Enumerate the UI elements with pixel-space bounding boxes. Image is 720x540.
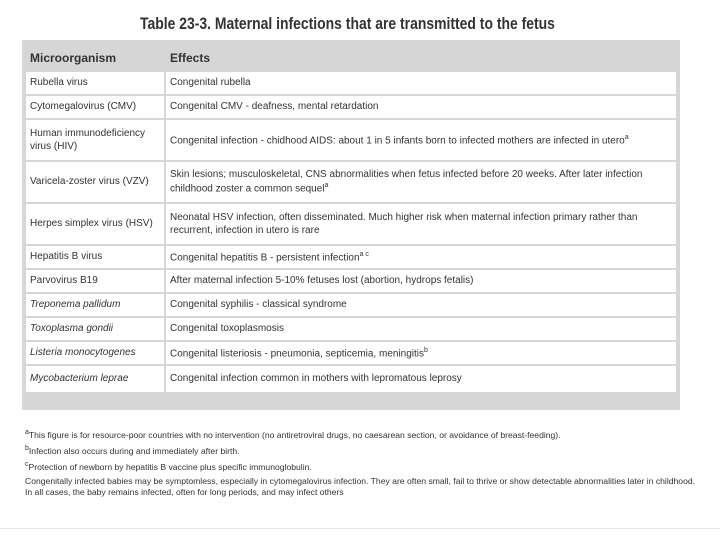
table-row — [26, 72, 676, 94]
effect-cell — [166, 294, 676, 316]
table-row — [26, 342, 676, 364]
effect-text: Congenital toxoplasmosis — [170, 323, 284, 335]
footnote-text: Congenitally infected babies may be symptomless, especially in cytomegalovirus infection. They are often small, fail to thrive or show detectable abnormalities later in childhood. In all cases, the baby remains infected, often for long periods, and may infect others — [25, 476, 696, 498]
microorganism-cell: Varicela-zoster virus (VZV) — [26, 162, 164, 202]
table-row — [26, 318, 676, 340]
microorganism-cell: Parvovirus B19 — [26, 270, 164, 292]
effect-text: Congenital syphilis - classical syndrome — [170, 299, 347, 311]
effect-cell — [166, 342, 676, 364]
footnote-ref: b — [424, 346, 428, 354]
effect-text: Congenital listeriosis - pneumonia, septicemia, meningitis — [170, 347, 425, 359]
microorganism-cell: Human immunodeficiency virus (HIV) — [26, 120, 164, 160]
effect-cell — [166, 366, 676, 392]
effect-cell — [166, 246, 676, 268]
footnote-text: Protection of newborn by hepatitis B vaccine plus specific immunoglobulin. — [28, 461, 312, 472]
microorganism-cell: Rubella virus — [26, 72, 164, 94]
effect-cell — [166, 72, 676, 94]
microorganism-cell: Cytomegalovirus (CMV) — [26, 96, 164, 118]
table-row — [26, 204, 676, 244]
effect-text: Skin lesions; musculoskeletal, CNS abnormalities when fetus infected before 20 weeks. After later infection childhood zoster a common sequel — [170, 168, 643, 195]
header-effects: Effects — [166, 46, 676, 70]
footnote-ref: a c — [359, 250, 369, 258]
effect-cell — [166, 204, 676, 244]
table-row — [26, 366, 676, 392]
microorganism-cell: Listeria monocytogenes — [26, 342, 164, 364]
effect-text: Congenital infection common in mothers with lepromatous leprosy — [170, 373, 462, 385]
effect-cell — [166, 96, 676, 118]
effect-text: Congenital infection - chidhood AIDS: about 1 in 5 infants born to infected mothers are infected in utero — [170, 134, 625, 146]
footnotes — [25, 428, 695, 501]
table-row — [26, 120, 676, 160]
microorganism-cell: Hepatitis B virus — [26, 246, 164, 268]
footnote — [25, 444, 695, 457]
effect-text: Congenital CMV - deafness, mental retardation — [170, 101, 379, 113]
table-title: Table 23-3. Maternal infections that are transmitted to the fetus — [140, 14, 555, 33]
footnote-mark: c — [25, 461, 29, 469]
effect-text: Neonatal HSV infection, often disseminated. Much higher risk when maternal infection primary rather than recurrent, infection in utero is rare — [170, 211, 638, 236]
table-row — [26, 246, 676, 268]
infections-table — [22, 40, 680, 410]
table-header-row — [26, 46, 676, 70]
effect-text: Congenital rubella — [170, 77, 251, 89]
table-row — [26, 270, 676, 292]
bottom-divider — [0, 528, 720, 529]
footnote-ref: a — [324, 182, 329, 190]
footnote — [25, 428, 695, 441]
footnote — [25, 476, 695, 498]
footnote-text: This figure is for resource-poor countries with no intervention (no antiretroviral drugs, no caesarean section, or avoidance of breast-feeding). — [28, 429, 561, 440]
effect-text: Congenital hepatitis B - persistent infection — [170, 251, 360, 263]
effect-text: After maternal infection 5-10% fetuses lost (abortion, hydrops fetalis) — [170, 275, 474, 287]
footnote-text: Infection also occurs during and immediately after birth. — [28, 445, 240, 456]
microorganism-cell: Treponema pallidum — [26, 294, 164, 316]
footnote-mark: b — [25, 445, 29, 453]
header-microorganism: Microorganism — [26, 46, 164, 70]
footnote-ref: a — [624, 133, 629, 141]
effect-cell — [166, 120, 676, 160]
table-row — [26, 162, 676, 202]
infections-table-grid — [24, 44, 678, 394]
table-row — [26, 96, 676, 118]
effect-cell — [166, 270, 676, 292]
microorganism-cell: Mycobacterium leprae — [26, 366, 164, 392]
effect-cell — [166, 162, 676, 202]
table-body — [26, 72, 676, 392]
microorganism-cell: Herpes simplex virus (HSV) — [26, 204, 164, 244]
footnote-mark: a — [25, 429, 29, 436]
microorganism-cell: Toxoplasma gondii — [26, 318, 164, 340]
table-row — [26, 294, 676, 316]
footnote — [25, 460, 695, 473]
effect-cell — [166, 318, 676, 340]
